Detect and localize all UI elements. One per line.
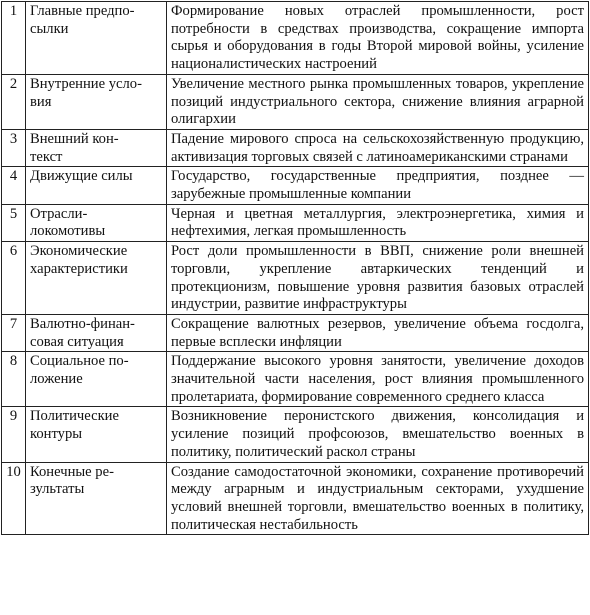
row-number-cell	[2, 352, 26, 407]
factor-label: Валютно-финан- совая ситуация	[30, 315, 135, 350]
description-cell	[167, 74, 589, 129]
table-row	[2, 204, 589, 241]
description-text: Формирование новых отраслей промышленности, рост потребности в средствах производства, сокращение импорта сырья и оборудования в годы Второй мировой войны, усиление националистических настроений	[171, 3, 584, 73]
description-text: Падение мирового спроса на сельскохозяйственную продукцию, активизация торговых связей с латиноамериканскими странами	[171, 130, 584, 165]
factor-cell	[26, 2, 167, 75]
description-cell	[167, 352, 589, 407]
row-number: 1	[9, 3, 18, 19]
factor-cell	[26, 352, 167, 407]
description-text: Увеличение местного рынка промышленных товаров, укрепление позиций индустриального сектора, снижение влияния аграрной олигархии	[171, 75, 584, 128]
factor-cell	[26, 242, 167, 315]
row-number: 4	[9, 168, 18, 185]
table-row	[2, 314, 589, 351]
row-number: 5	[9, 205, 18, 222]
row-number: 7	[9, 315, 18, 332]
description-text: Возникновение перонистского движения, консолидация и усиление позиций профсоюзов, вмешательство военных в политику, политический раскол страны	[171, 408, 584, 460]
row-number: 10	[6, 463, 21, 480]
row-number-cell	[2, 204, 26, 241]
row-number: 3	[9, 130, 18, 147]
row-number: 9	[9, 408, 18, 425]
factor-cell	[26, 167, 167, 204]
industrialization-table	[1, 1, 589, 535]
row-number-cell	[2, 407, 26, 462]
description-cell	[167, 2, 589, 75]
description-text: Государство, государственные предприятия, позднее — зарубежные промышленные компании	[171, 168, 584, 203]
table-row	[2, 242, 589, 315]
table-row	[2, 352, 589, 407]
row-number-cell	[2, 242, 26, 315]
factor-label: Экономические характеристики	[30, 243, 128, 277]
table-row	[2, 2, 589, 75]
factor-label: Отрасли- локомотивы	[30, 205, 106, 240]
description-cell	[167, 407, 589, 462]
description-text: Рост доли промышленности в ВВП, снижение роли внешней торговли, укрепление автаркических тенденций и протекционизм, повышение уровня развития базовых отраслей индустрии, развитие инфраструктуры	[171, 243, 584, 313]
table-row	[2, 407, 589, 462]
factor-cell	[26, 462, 167, 535]
factor-label: Движущие силы	[30, 168, 133, 185]
row-number-cell	[2, 2, 26, 75]
row-number-cell	[2, 129, 26, 166]
factor-label: Социальное по- ложение	[30, 353, 129, 388]
description-text: Черная и цветная металлургия, электроэнергетика, химия и нефтехимия, легкая промышленность	[171, 205, 584, 240]
description-cell	[167, 242, 589, 315]
factor-cell	[26, 204, 167, 241]
row-number-cell	[2, 167, 26, 204]
description-cell	[167, 462, 589, 535]
factor-cell	[26, 74, 167, 129]
table-row	[2, 129, 589, 166]
description-cell	[167, 167, 589, 204]
description-cell	[167, 314, 589, 351]
factor-label: Внешний кон- текст	[30, 130, 119, 165]
row-number-cell	[2, 314, 26, 351]
factor-label: Конечные ре- зультаты	[30, 463, 114, 498]
row-number-cell	[2, 74, 26, 129]
factor-label: Главные предпо- сылки	[30, 3, 135, 37]
description-text: Создание самодостаточной экономики, сохранение противоречий между аграрным и индустриальным секторами, ухудшение условий внешней торговли, вмешательство военных в политику, политическая нестабильность	[171, 463, 584, 533]
table-body	[2, 2, 589, 535]
description-cell	[167, 204, 589, 241]
factor-label: Внутренние усло- вия	[30, 75, 142, 110]
row-number: 6	[9, 243, 18, 260]
description-cell	[167, 129, 589, 166]
row-number-cell	[2, 462, 26, 535]
factor-cell	[26, 407, 167, 462]
factor-cell	[26, 314, 167, 351]
row-number: 2	[9, 75, 18, 92]
row-number: 8	[9, 353, 18, 370]
description-text: Поддержание высокого уровня занятости, увеличение доходов значительной части населения, рост влияния промышленного пролетариата, формирование современного среднего класса	[171, 353, 584, 405]
table-row	[2, 462, 589, 535]
table-row	[2, 74, 589, 129]
table-row	[2, 167, 589, 204]
description-text: Сокращение валютных резервов, увеличение объема госдолга, первые всплески инфляции	[171, 315, 584, 350]
factor-cell	[26, 129, 167, 166]
factor-label: Политические контуры	[30, 408, 119, 443]
